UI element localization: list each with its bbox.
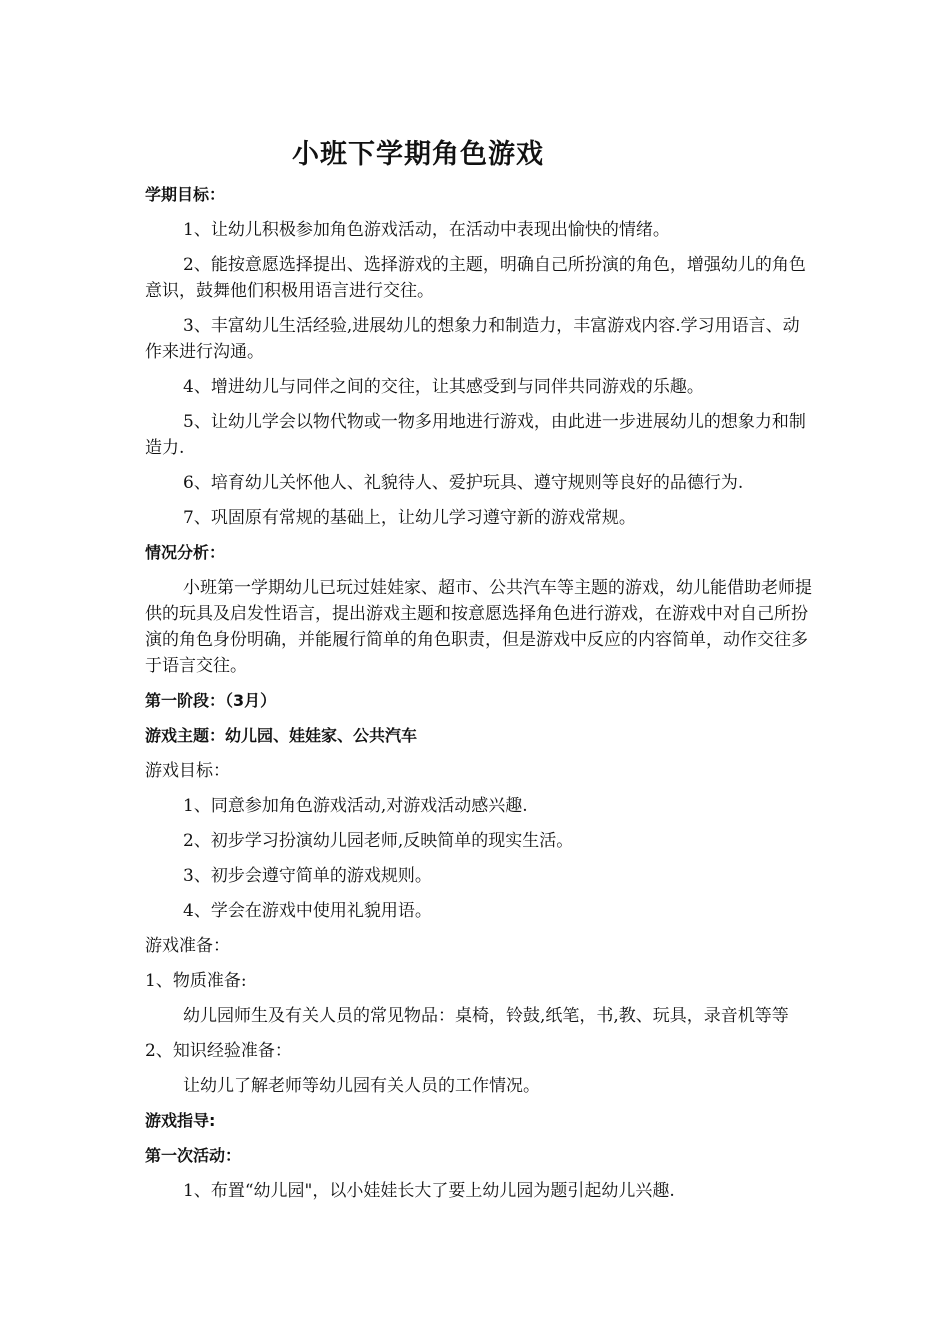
- section-heading: 游戏主题：幼儿园、娃娃家、公共汽车: [145, 726, 418, 745]
- paragraph: 2、能按意愿选择提出、选择游戏的主题，明确自己所扮演的角色，增强幼儿的角色意识，鼓舞他们积极用语言进行交往。: [145, 255, 806, 301]
- paragraph: 幼儿园师生及有关人员的常见物品：桌椅，铃鼓,纸笔，书,教、玩具，录音机等等: [183, 1006, 789, 1026]
- paragraph: 2、知识经验准备：: [145, 1041, 292, 1061]
- paragraph: 1、布置“幼儿园"，以小娃娃长大了要上幼儿园为题引起幼儿兴趣.: [183, 1181, 675, 1201]
- paragraph: 游戏目标：: [145, 761, 230, 781]
- document-body: [145, 182, 815, 1213]
- section-heading: 游戏指导:: [145, 1111, 216, 1130]
- paragraph: 6、培育幼儿关怀他人、礼貌待人、爱护玩具、遵守规则等良好的品德行为.: [183, 473, 744, 493]
- paragraph: 游戏准备：: [145, 936, 230, 956]
- paragraph: 让幼儿了解老师等幼儿园有关人员的工作情况。: [183, 1076, 540, 1096]
- paragraph: 3、丰富幼儿生活经验,进展幼儿的想象力和制造力，丰富游戏内容.学习用语言、动作来进行沟通。: [145, 316, 800, 362]
- section-heading: 第一阶段：（3月）: [145, 691, 277, 710]
- paragraph: 1、让幼儿积极参加角色游戏活动，在活动中表现出愉快的情绪。: [183, 220, 670, 240]
- paragraph: 5、让幼儿学会以物代物或一物多用地进行游戏，由此进一步进展幼儿的想象力和制造力.: [145, 412, 806, 458]
- paragraph: 4、增进幼儿与同伴之间的交往，让其感受到与同伴共同游戏的乐趣。: [183, 377, 704, 397]
- paragraph: 7、巩固原有常规的基础上，让幼儿学习遵守新的游戏常规。: [183, 508, 636, 528]
- paragraph: 3、初步会遵守简单的游戏规则。: [183, 866, 432, 886]
- paragraph: 2、初步学习扮演幼儿园老师,反映简单的现实生活。: [183, 831, 574, 851]
- section-heading: 第一次活动：: [145, 1146, 242, 1165]
- paragraph: 4、学会在游戏中使用礼貌用语。: [183, 901, 432, 921]
- paragraph: 1、同意参加角色游戏活动,对游戏活动感兴趣.: [183, 796, 528, 816]
- paragraph: 小班第一学期幼儿已玩过娃娃家、超市、公共汽车等主题的游戏，幼儿能借助老师提供的玩具及启发性语言，提出游戏主题和按意愿选择角色进行游戏，在游戏中对自己所扮演的角色身份明确，并能履行简单的角色职责，但是游戏中反应的内容简单，动作交往多于语言交往。: [145, 578, 812, 676]
- section-heading: 学期目标：: [145, 185, 226, 204]
- document-title: 小班下学期角色游戏: [292, 139, 544, 170]
- paragraph: 1、物质准备:: [145, 971, 247, 991]
- section-heading: 情况分析：: [145, 543, 226, 562]
